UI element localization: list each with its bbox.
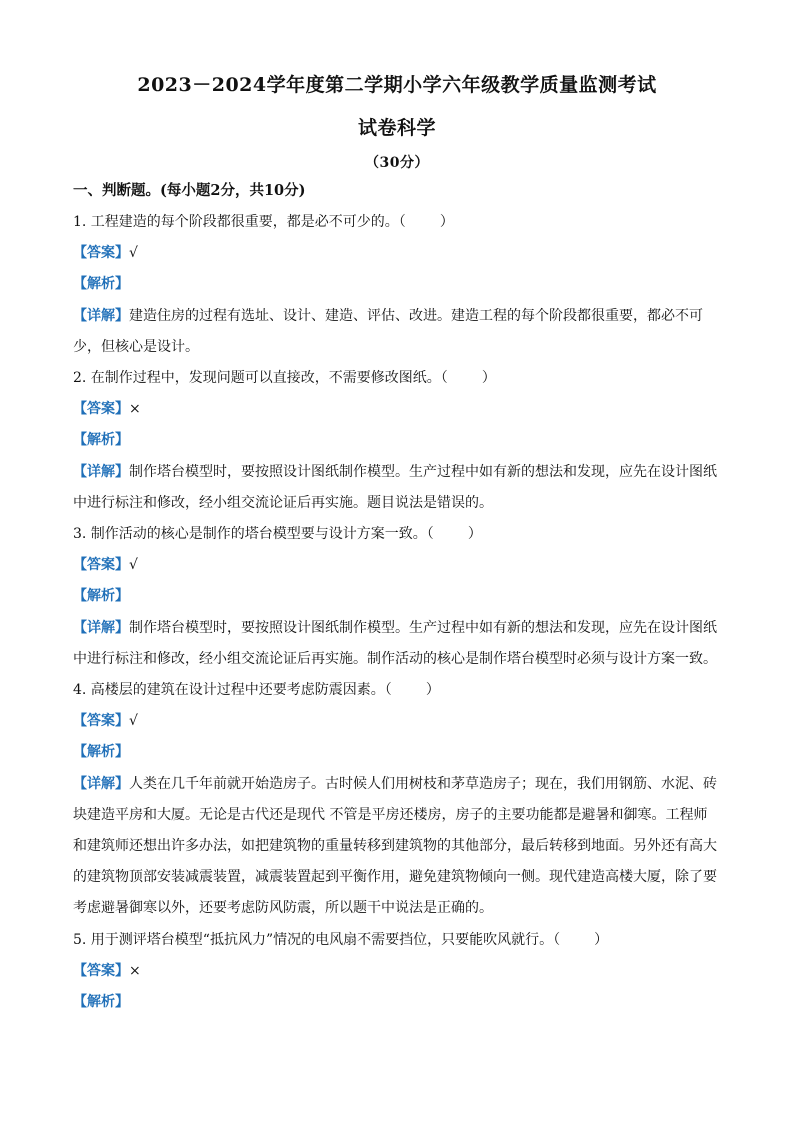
detail-label: 【详解】 xyxy=(73,776,129,792)
question-stem-close: ） xyxy=(594,932,609,948)
answer-label: 【答案】 xyxy=(73,713,129,729)
answer-value: × xyxy=(129,401,141,417)
question-stem-text: 4. 高楼层的建筑在设计过程中还要考虑防震因素。（ xyxy=(73,682,392,698)
answer-value: √ xyxy=(129,713,138,729)
question-1-detail-line-2: 少，但核心是设计。 xyxy=(73,339,199,355)
question-2-answer xyxy=(73,399,723,419)
section-heading: 一、判断题。(每小题2分，共10分) xyxy=(73,182,306,199)
detail-label: 【详解】 xyxy=(73,464,129,480)
question-2-detail-line-2: 中进行标注和修改，经小组交流论证后再实施。题目说法是错误的。 xyxy=(73,495,493,511)
question-stem-text: 2. 在制作过程中，发现问题可以直接改，不需要修改图纸。（ xyxy=(73,370,448,386)
question-5-answer xyxy=(73,961,723,981)
question-stem-close: ） xyxy=(467,526,482,542)
question-stem-close: ） xyxy=(425,682,440,698)
question-stem-close: ） xyxy=(481,370,496,386)
question-3-answer xyxy=(73,555,723,575)
detail-text: 人类在几千年前就开始造房子。古时候人们用树枝和茅草造房子；现在，我们用钢筋、水泥、砖 xyxy=(129,776,717,792)
question-2-stem xyxy=(73,368,723,388)
answer-value: √ xyxy=(129,557,138,573)
question-stem-close: ） xyxy=(439,214,454,230)
detail-text: 制作塔台模型时，要按照设计图纸制作模型。生产过程中如有新的想法和发现，应先在设计图纸 xyxy=(129,620,717,636)
question-4-analysis-label: 【解析】 xyxy=(73,744,129,760)
question-4-detail-line-4: 的建筑物顶部安装减震装置，减震装置起到平衡作用，避免建筑物倾向一侧。现代建造高楼大厦，除了要 xyxy=(73,869,717,885)
answer-label: 【答案】 xyxy=(73,557,129,573)
question-4-stem xyxy=(73,680,723,700)
exam-title: 2023－2024学年度第二学期小学六年级教学质量监测考试 xyxy=(137,74,657,96)
detail-label: 【详解】 xyxy=(73,620,129,636)
question-3-analysis-label: 【解析】 xyxy=(73,588,129,604)
question-stem-text: 3. 制作活动的核心是制作的塔台模型要与设计方案一致。（ xyxy=(73,526,434,542)
question-2-detail-line-1 xyxy=(73,462,723,482)
exam-subtitle: 试卷科学 xyxy=(357,117,436,139)
question-5-stem xyxy=(73,930,723,950)
question-1-stem xyxy=(73,212,723,232)
question-4-detail-line-3: 和建筑师还想出许多办法，如把建筑物的重量转移到建筑物的其他部分，最后转移到地面。另外还有高大 xyxy=(73,838,717,854)
question-stem-text: 1. 工程建造的每个阶段都很重要，都是必不可少的。（ xyxy=(73,214,406,230)
question-3-detail-line-2: 中进行标注和修改，经小组交流论证后再实施。制作活动的核心是制作塔台模型时必须与设计方案一致。 xyxy=(73,651,717,667)
answer-label: 【答案】 xyxy=(73,401,129,417)
question-stem-text: 5. 用于测评塔台模型“抵抗风力”情况的电风扇不需要挡位，只要能吹风就行。（ xyxy=(73,932,561,948)
question-1-analysis-label: 【解析】 xyxy=(73,276,129,292)
answer-value: × xyxy=(129,963,141,979)
answer-value: √ xyxy=(129,245,138,261)
question-4-detail-line-1 xyxy=(73,774,723,794)
detail-text: 制作塔台模型时，要按照设计图纸制作模型。生产过程中如有新的想法和发现，应先在设计图纸 xyxy=(129,464,717,480)
question-3-stem xyxy=(73,524,723,544)
question-4-detail-line-2: 块建造平房和大厦。无论是古代还是现代 不管是平房还楼房，房子的主要功能都是避暑和御寒。工程师 xyxy=(73,807,708,823)
question-1-answer xyxy=(73,243,723,263)
question-4-detail-line-5: 考虑避暑御寒以外，还要考虑防风防震，所以题干中说法是正确的。 xyxy=(73,900,493,916)
question-1-detail-line-1 xyxy=(73,306,723,326)
question-2-analysis-label: 【解析】 xyxy=(73,432,129,448)
answer-label: 【答案】 xyxy=(73,963,129,979)
detail-label: 【详解】 xyxy=(73,308,129,324)
question-3-detail-line-1 xyxy=(73,618,723,638)
exam-total-score: （30分） xyxy=(365,155,429,171)
answer-label: 【答案】 xyxy=(73,245,129,261)
question-5-analysis-label: 【解析】 xyxy=(73,994,129,1010)
question-4-answer xyxy=(73,711,723,731)
detail-text: 建造住房的过程有选址、设计、建造、评估、改进。建造工程的每个阶段都很重要，都必不可 xyxy=(129,308,703,324)
